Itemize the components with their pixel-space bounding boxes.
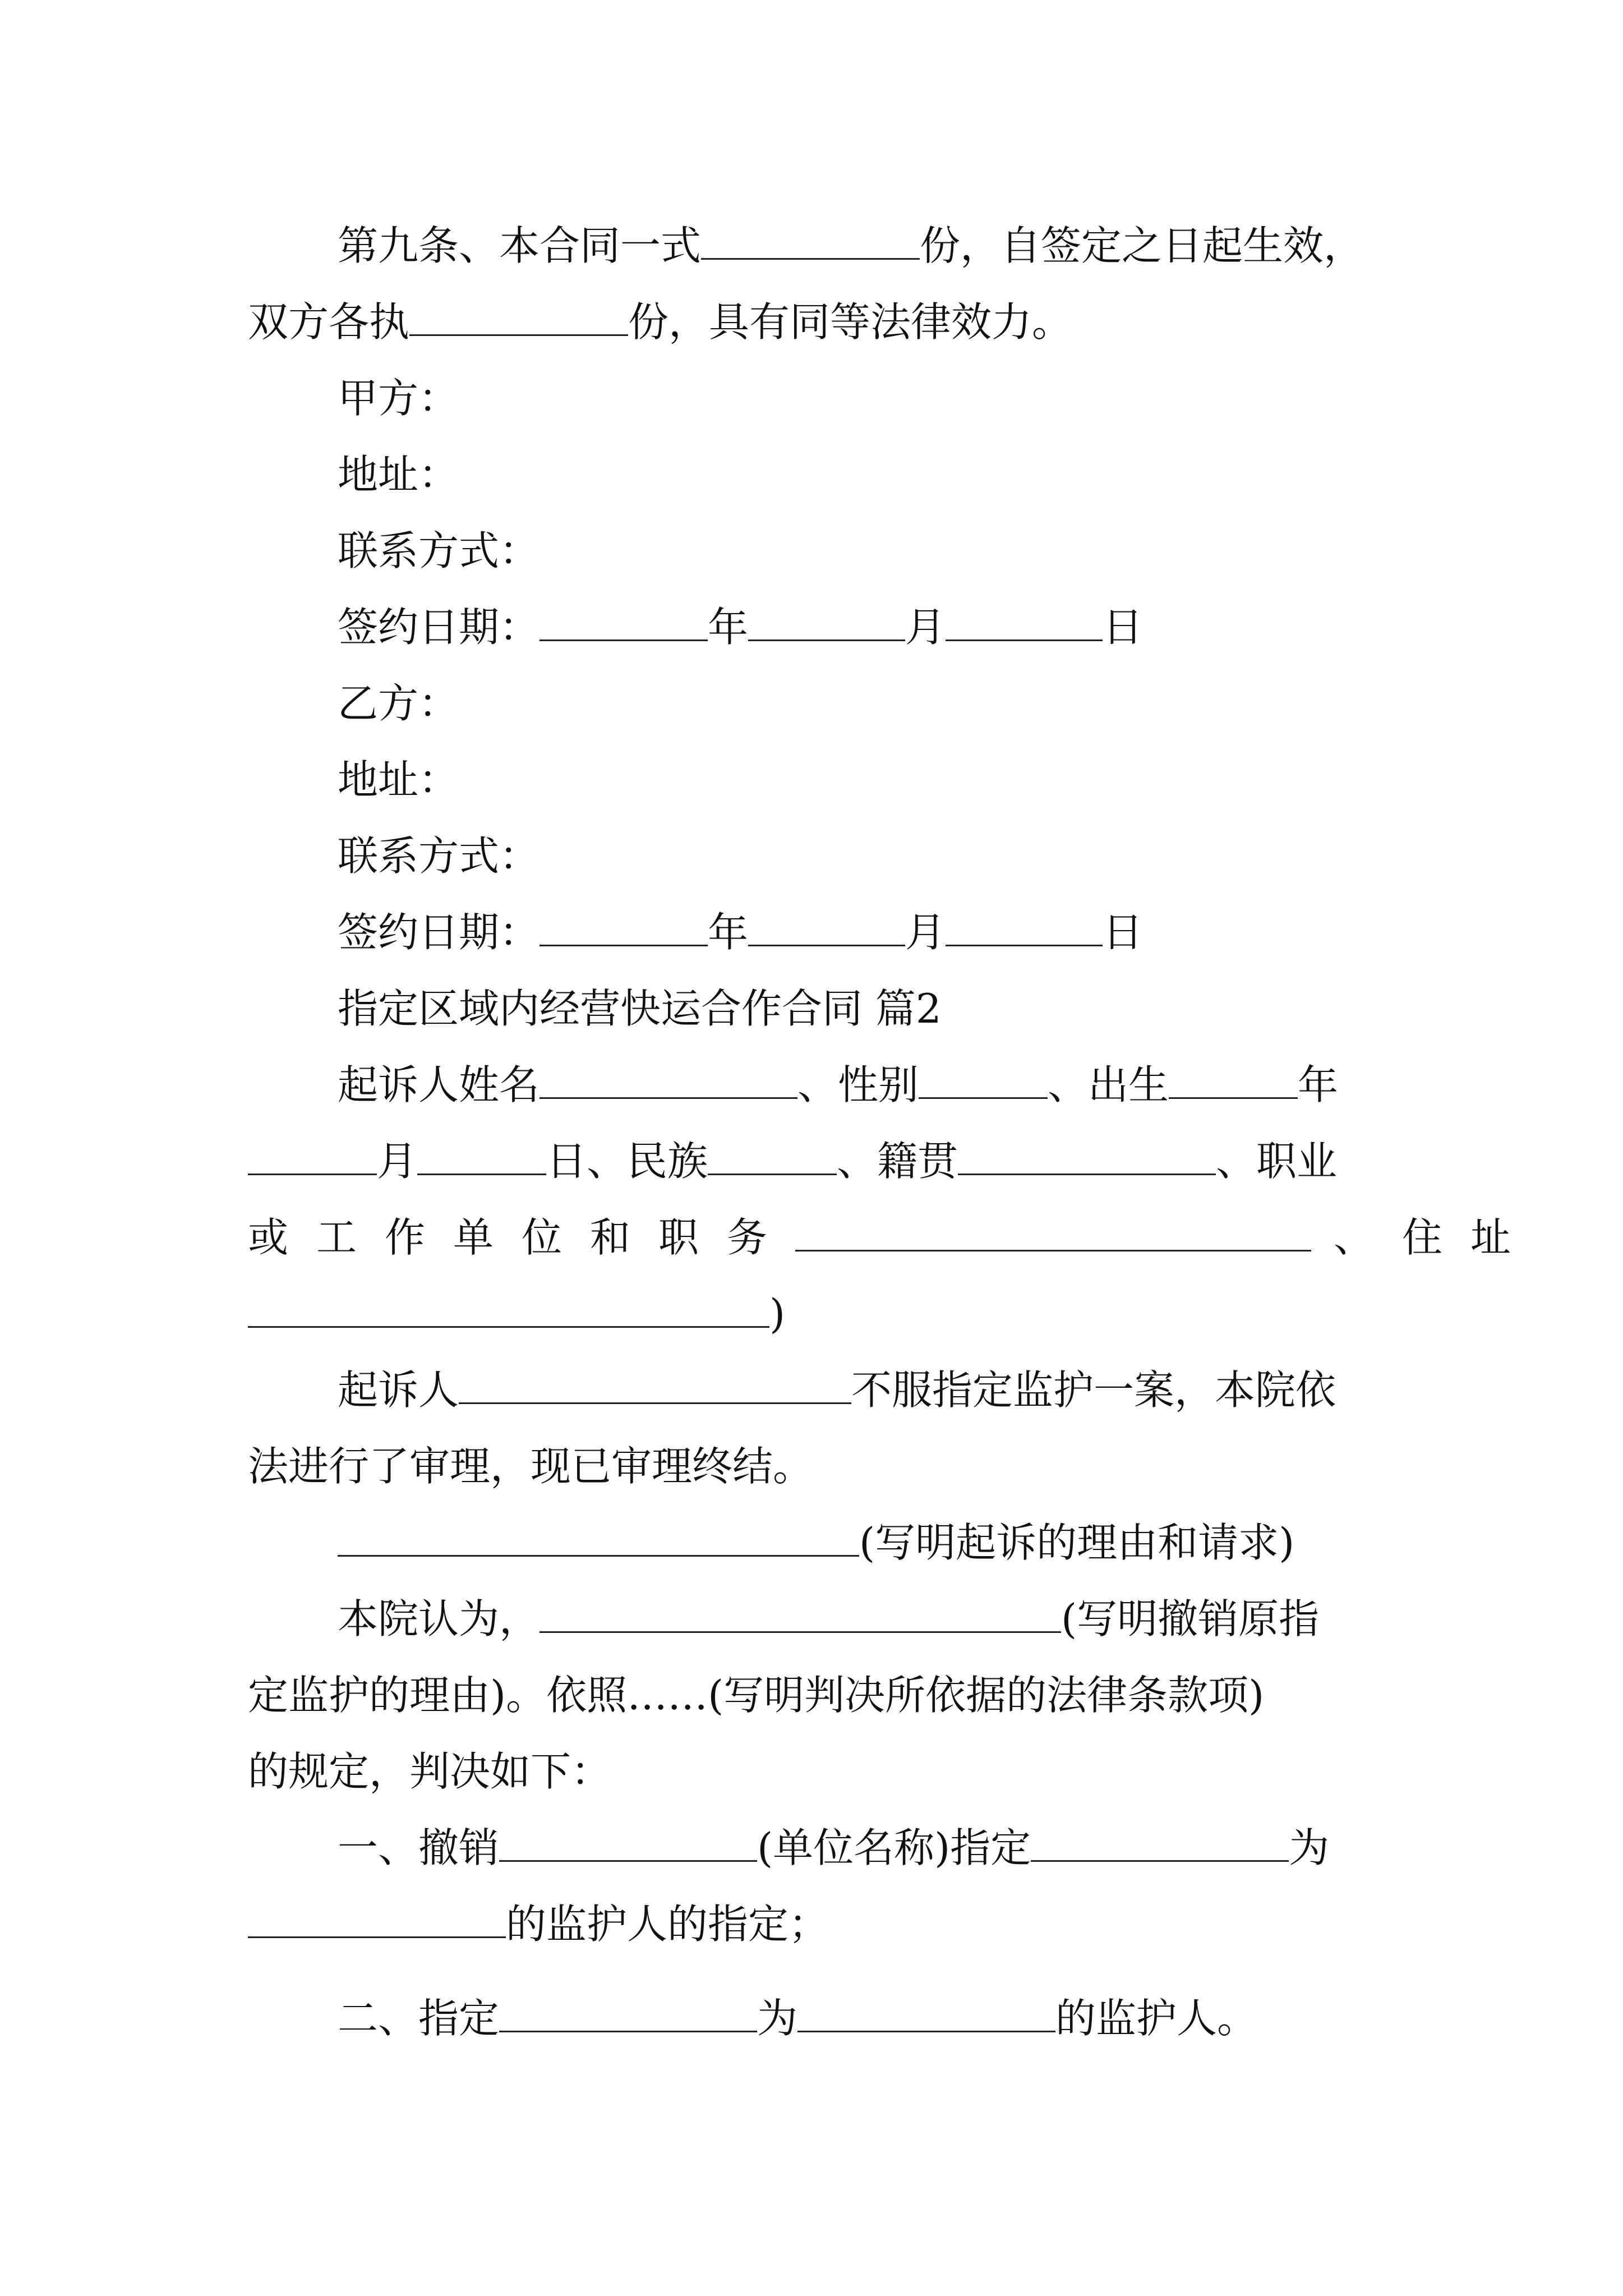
court-line-2 [248, 1668, 1392, 1722]
plaintiff-native-label: 、籍贯 [837, 1138, 958, 1185]
case-plaintiff-blank[interactable] [459, 1363, 851, 1404]
party-b-text: 乙方： [338, 680, 459, 727]
party-b-day-text: 日 [1103, 909, 1144, 956]
plaintiff-year-text: 年 [1298, 1061, 1339, 1108]
reason-blank[interactable] [338, 1516, 859, 1557]
party-a-text: 甲方： [338, 375, 459, 422]
item-1-unit-blank[interactable] [499, 1821, 757, 1862]
item-2-ward-blank[interactable] [797, 1991, 1055, 2032]
article-9-text-a: 第九条、本合同一式 [338, 222, 702, 269]
item-2-line [248, 1991, 1392, 2045]
case-text-b: 不服指定监护一案，本院依 [851, 1366, 1336, 1414]
case-text-a: 起诉人 [338, 1366, 459, 1414]
item-1-text-a: 一、撤销 [338, 1824, 500, 1871]
copies-total-blank[interactable] [701, 219, 920, 260]
party-b-address [248, 753, 1392, 807]
party-a-day-blank[interactable] [946, 600, 1103, 641]
case-line-2 [248, 1439, 1392, 1493]
party-b-year-text: 年 [708, 909, 749, 956]
plaintiff-line-2 [248, 1134, 1392, 1188]
item-1-text-b: (单位名称)指定 [757, 1824, 1031, 1871]
party-a-address [248, 448, 1392, 501]
party-b-contact-text: 联系方式： [338, 832, 540, 880]
plaintiff-gender-label: 、性别 [797, 1061, 919, 1108]
item-1-line-1 [248, 1821, 1392, 1875]
party-b-label [248, 677, 1392, 730]
article-9-line-1 [248, 219, 1392, 273]
party-b-day-blank[interactable] [946, 905, 1103, 946]
article-9-text-b: 份，自签定之日起生效， [920, 222, 1364, 269]
article-9-line-2 [248, 295, 1392, 349]
party-b-sign-date [248, 905, 1392, 959]
reason-note: (写明起诉的理由和请求) [859, 1519, 1295, 1566]
item-2-text-b: 为 [757, 1995, 798, 2042]
party-a-month-blank[interactable] [748, 600, 905, 641]
party-a-date-label: 签约日期： [338, 604, 540, 651]
item-1-text-c: 为 [1289, 1824, 1330, 1871]
section-2-title-text: 指定区域内经营快运合作合同 篇2 [338, 985, 942, 1032]
party-a-address-text: 地址： [338, 451, 459, 498]
plaintiff-nation-blank[interactable] [708, 1134, 837, 1175]
court-text-d: 的规定，判决如下： [248, 1748, 612, 1795]
plaintiff-birth-label: 、出生 [1048, 1061, 1169, 1108]
party-a-month-text: 月 [905, 604, 946, 651]
reason-line [248, 1516, 1392, 1570]
article-9-text-d: 份，具有同等法律效力。 [628, 298, 1073, 346]
party-b-year-blank[interactable] [540, 905, 708, 946]
plaintiff-month-text: 月 [377, 1138, 418, 1185]
plaintiff-birth-month-blank[interactable] [248, 1134, 377, 1175]
copies-each-blank[interactable] [409, 295, 628, 336]
article-9-text-c: 双方各执 [248, 298, 410, 346]
plaintiff-birth-year-blank[interactable] [1169, 1058, 1298, 1099]
section-2-title [248, 982, 1392, 1036]
party-b-month-text: 月 [905, 909, 946, 956]
item-2-text-c: 的监护人。 [1055, 1995, 1258, 2042]
plaintiff-work-blank[interactable] [795, 1211, 1311, 1251]
party-a-day-text: 日 [1103, 604, 1144, 651]
plaintiff-line-1 [248, 1058, 1392, 1112]
item-1-person-blank[interactable] [1031, 1821, 1289, 1862]
item-1-ward-blank[interactable] [248, 1897, 506, 1938]
plaintiff-line-4 [248, 1287, 1392, 1341]
case-line-1 [248, 1363, 1392, 1417]
item-2-person-blank[interactable] [499, 1991, 757, 2032]
plaintiff-address-label: 、住址 [1334, 1214, 1539, 1261]
court-text-c: 定监护的理由)。依照……(写明判决所依据的法律条款项) [248, 1672, 1265, 1719]
plaintiff-work-label: 或工作单位和职务 [248, 1214, 796, 1261]
item-1-line-2 [248, 1897, 1392, 1951]
party-b-month-blank[interactable] [748, 905, 905, 946]
party-b-date-label: 签约日期： [338, 909, 540, 956]
party-a-contact [248, 524, 1392, 578]
plaintiff-line-3 [248, 1211, 1539, 1264]
plaintiff-close-paren: ) [769, 1290, 786, 1337]
party-b-address-text: 地址： [338, 756, 459, 803]
court-reason-blank[interactable] [540, 1592, 1061, 1633]
plaintiff-gender-blank[interactable] [919, 1058, 1048, 1099]
case-text-c: 法进行了审理，现已审理终结。 [248, 1443, 814, 1490]
party-a-year-text: 年 [708, 604, 749, 651]
court-line-3 [248, 1745, 1392, 1798]
court-line-1 [248, 1592, 1392, 1646]
plaintiff-native-blank[interactable] [958, 1134, 1216, 1175]
item-1-text-d: 的监护人的指定； [506, 1901, 829, 1948]
party-a-year-blank[interactable] [540, 600, 708, 641]
plaintiff-name-label: 起诉人姓名 [338, 1061, 540, 1108]
plaintiff-address-blank[interactable] [248, 1287, 769, 1328]
party-a-label [248, 371, 1392, 425]
court-text-a: 本院认为， [338, 1595, 540, 1642]
plaintiff-occupation-label: 、职业 [1216, 1138, 1338, 1185]
party-b-contact [248, 829, 1392, 883]
item-2-text-a: 二、指定 [338, 1995, 500, 2042]
plaintiff-name-blank[interactable] [540, 1058, 797, 1099]
party-a-sign-date [248, 600, 1392, 654]
plaintiff-nation-label: 日、民族 [546, 1138, 708, 1185]
party-a-contact-text: 联系方式： [338, 527, 540, 574]
court-text-b: (写明撤销原指 [1061, 1595, 1320, 1642]
plaintiff-birth-day-blank[interactable] [417, 1134, 546, 1175]
